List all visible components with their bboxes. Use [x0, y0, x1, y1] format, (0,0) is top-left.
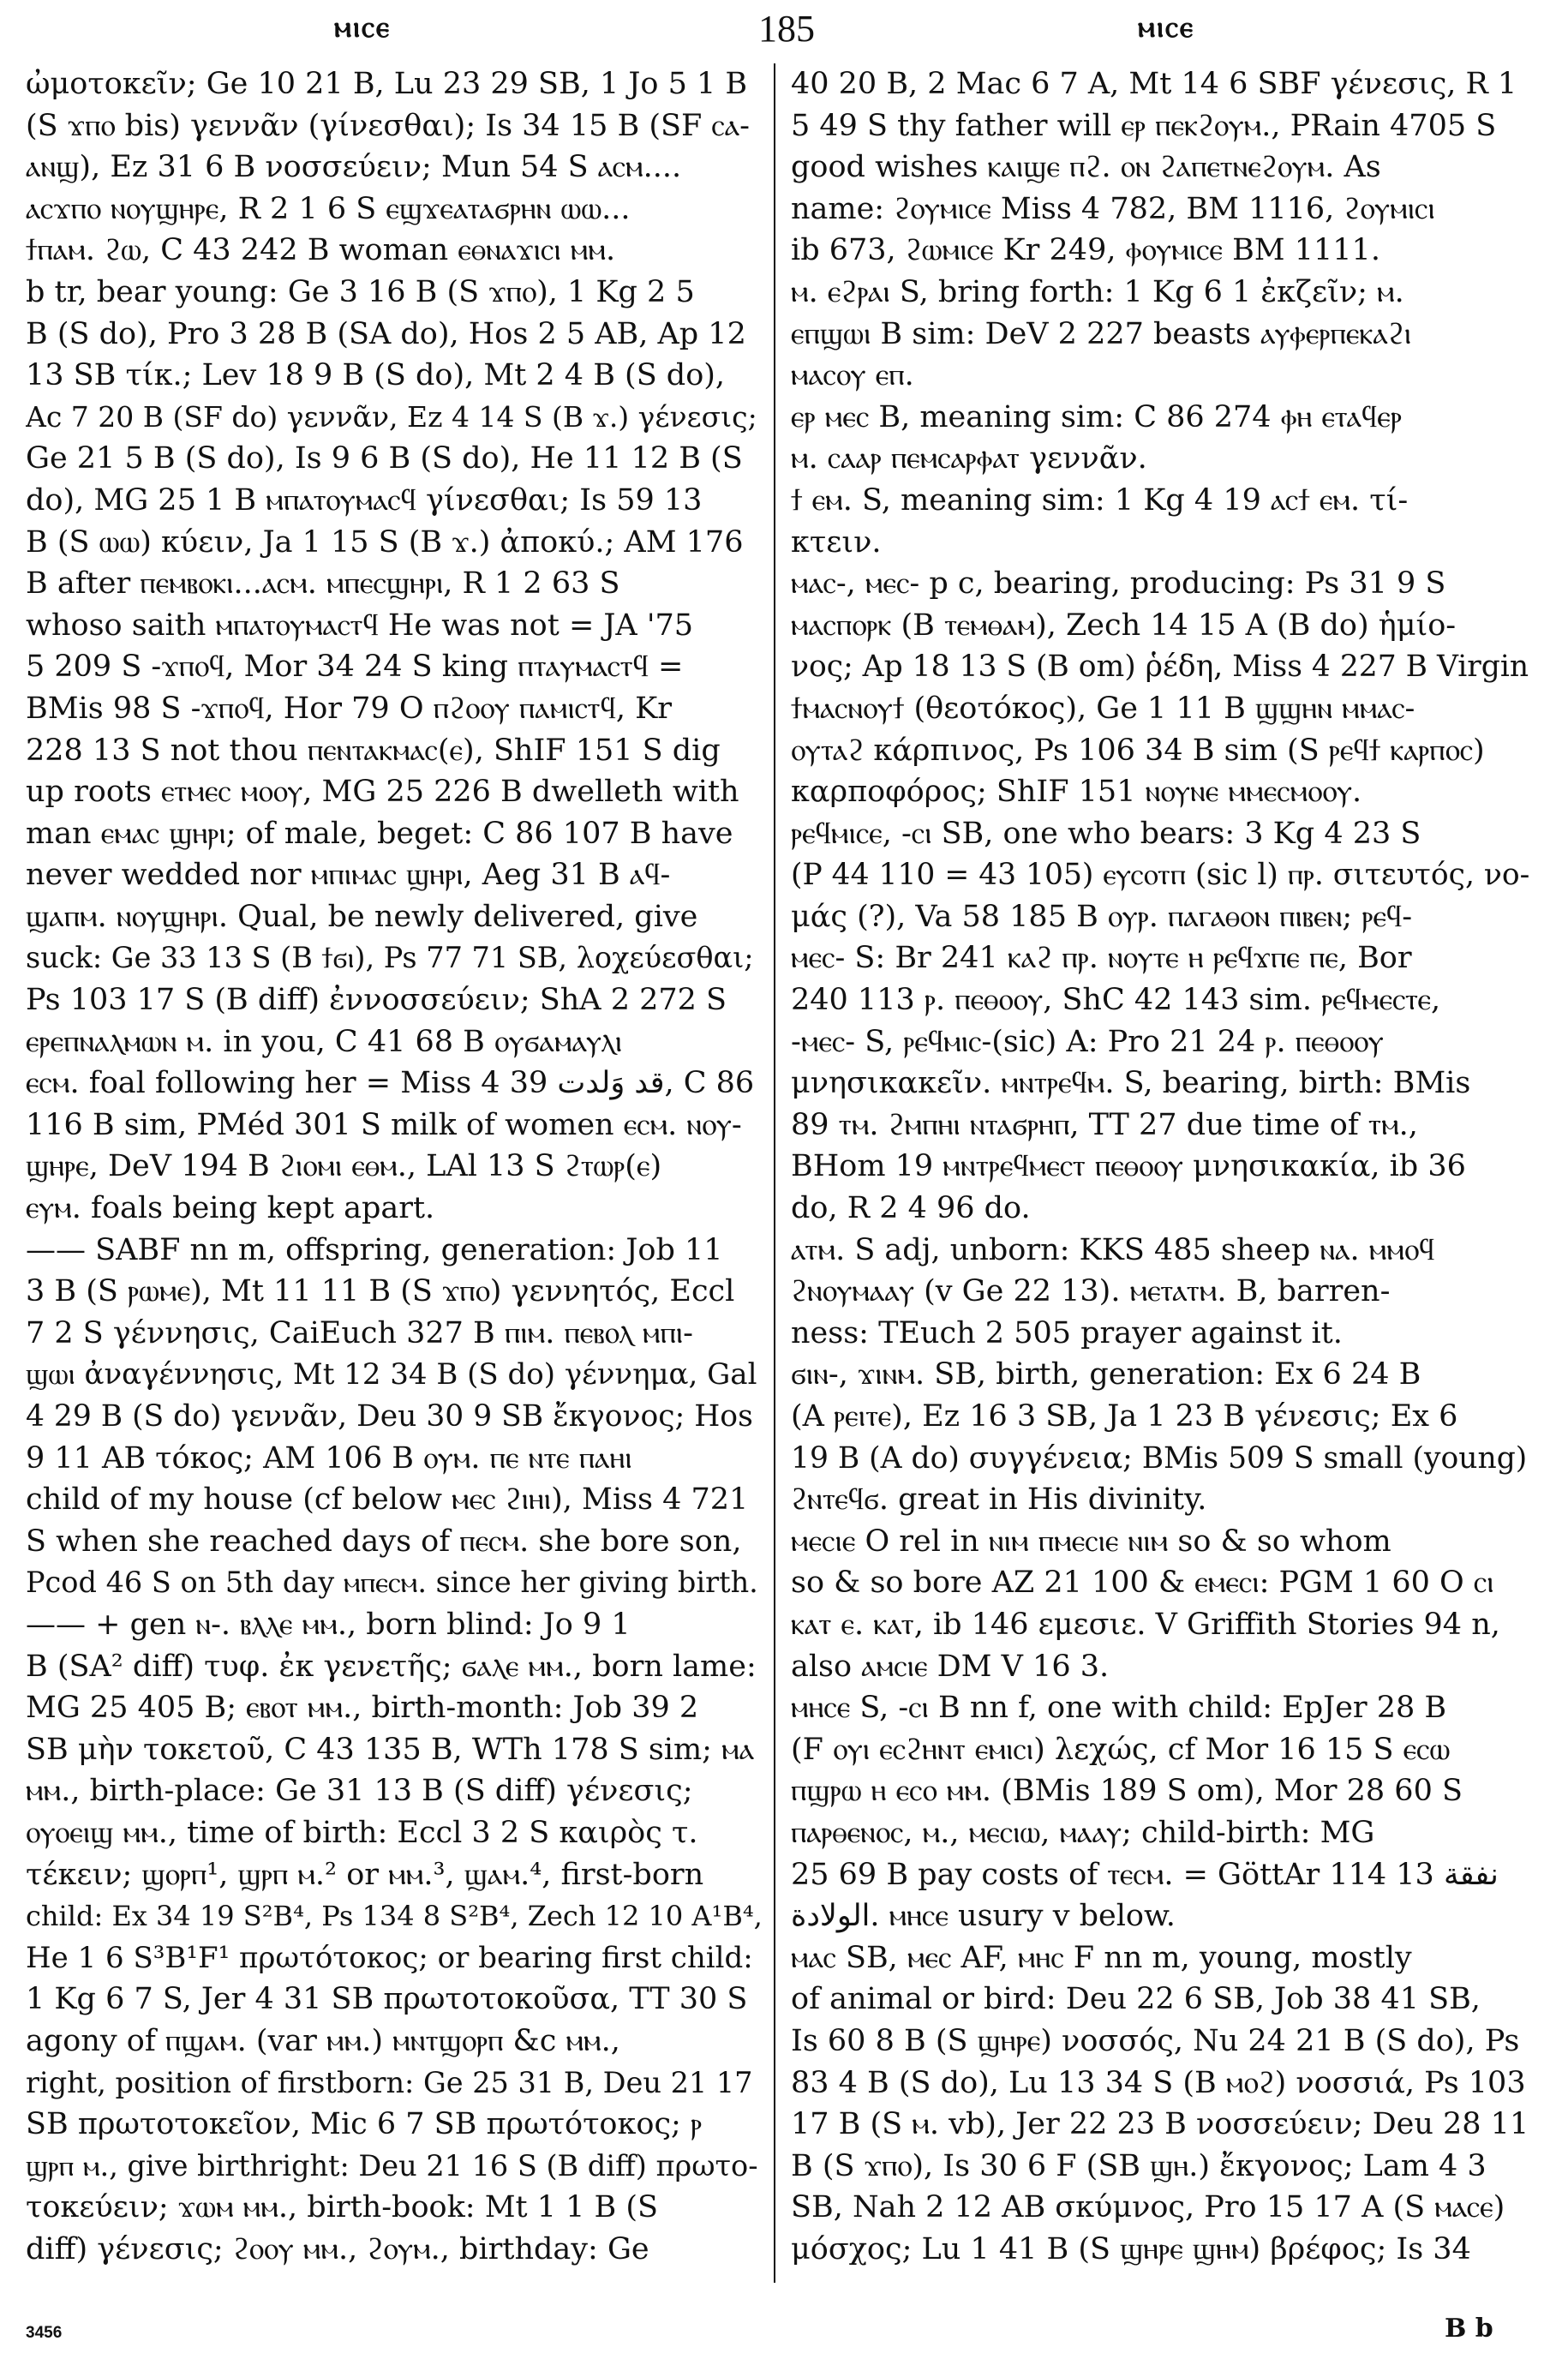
text-line: κτειν. [791, 524, 882, 560]
text-line: ⲙⲁⲥⲟⲩ ⲉⲡ. [791, 358, 914, 393]
left-running-head: ⲙⲓⲥⲉ [334, 12, 392, 44]
text-line: child: Ex 34 19 S²B⁴, Ps 134 8 S²B⁴, Zech 12 10 A¹B⁴, [26, 1900, 763, 1933]
text-line: Pcod 46 S on 5th day ⲙⲡⲉⲥⲙ. since her giving birth. [26, 1566, 758, 1600]
text-line: ⲉⲡϣⲱⲓ B sim: DeV 2 227 beasts ⲁⲩⲫⲉⲣⲡⲉⲕⲁϩⲓ [791, 316, 1412, 351]
text-line: 4 29 B (S do) γεννᾶν, Deu 30 9 SB ἔκγονος; Hos [26, 1399, 753, 1434]
text-line: diff) γένεσις; ϩⲟⲟⲩ ⲙⲙ., ϩⲟⲩⲙ., birthday: Ge [26, 2231, 649, 2266]
text-line: SB μὴν τοκετοῦ, C 43 135 B, WTh 178 S sim; ⲙⲁ [26, 1732, 755, 1767]
text-line: Is 60 8 B (S ϣⲏⲣⲉ) νοσσός, Nu 24 21 B (S do), Ps [791, 2023, 1520, 2058]
text-line: SB πρωτοτοκεῖον, Mic 6 7 SB πρωτότοκος; ⲣ [26, 2107, 703, 2142]
text-line: ⲙⲉⲥⲓⲉ O rel in ⲛⲓⲙ ⲡⲙⲉⲥⲓⲉ ⲛⲓⲙ so & so whom [791, 1524, 1391, 1559]
text-line: 83 4 B (S do), Lu 13 34 S (B ⲙⲟϩ) νοσσιά, Ps 103 [791, 2065, 1526, 2100]
text-line: (S ϫⲡⲟ bis) γεννᾶν (γίνεσθαι); Is 34 15 B (SF ⲥⲁ- [26, 108, 751, 143]
text-line: 228 13 S not thou ⲡⲉⲛⲧⲁⲕⲙⲁⲥ(ⲉ), ShIF 151 S dig [26, 733, 721, 768]
text-line: B (S ϫⲡⲟ), Is 30 6 F (SB ϣⲏ.) ἔκγονος; Lam 4 3 [791, 2148, 1487, 2183]
text-line: good wishes ⲕⲁⲓϣⲉ ⲡϩ. ⲟⲛ ϩⲁⲡⲉⲧⲛⲉϩⲟⲩⲙ. As [791, 150, 1381, 185]
text-line: 9 11 AB τόκος; AM 106 B ⲟⲩⲙ. ⲡⲉ ⲛⲧⲉ ⲡⲁⲏⲓ [26, 1440, 632, 1476]
text-line: ⲟⲩⲟⲉⲓϣ ⲙⲙ., time of birth: Eccl 3 2 S καιρὸς τ. [26, 1815, 698, 1850]
text-line: do), MG 25 1 B ⲙⲡⲁⲧⲟⲩⲙⲁⲥϥ γίνεσθαι; Is 59 13 [26, 482, 703, 518]
print-code: 3456 [26, 2324, 63, 2342]
text-line: ⲉⲩⲙ. foals being kept apart. [26, 1191, 435, 1226]
text-line: ⲡⲁⲣⲑⲉⲛⲟⲥ, ⲙ., ⲙⲉⲥⲓⲱ, ⲙⲁⲁⲩ; child-birth: MG [791, 1815, 1375, 1850]
text-line: ⲙⲁⲥⲡⲟⲣⲕ (B ⲧⲉⲙⲑⲁⲙ), Zech 14 15 A (B do) ἡμίο- [791, 608, 1457, 643]
text-line: do, R 2 4 96 do. [791, 1191, 1031, 1226]
text-line: B after ⲡⲉⲙⲃⲟⲕⲓ...ⲁⲥⲙ. ⲙⲡⲉⲥϣⲏⲣⲓ, R 1 2 63 S [26, 566, 620, 602]
text-line: ⲙ. ⲉϩⲣⲁⲓ S, bring forth: 1 Kg 6 1 ἐκζεῖν; ⲙ. [791, 274, 1404, 309]
text-line: 3 B (S ⲣⲱⲙⲉ), Mt 11 11 B (S ϫⲡⲟ) γεννητός, Eccl [26, 1274, 735, 1309]
text-line: καρποφόρος; ShIF 151 ⲛⲟⲩⲛⲉ ⲙⲙⲉⲥⲙⲟⲟⲩ. [791, 775, 1362, 810]
text-line: ϣⲱⲓ ἀναγέννησις, Mt 12 34 B (S do) γέννημα, Gal [26, 1357, 757, 1392]
text-line: τέκειν; ϣⲟⲣⲡ¹, ϣⲣⲡ ⲙ.² or ⲙⲙ.³, ϣⲁⲙ.⁴, first-born [26, 1857, 704, 1892]
text-line: ⲙ. ⲥⲁⲁⲣ ⲡⲉⲙⲥⲁⲣⲫⲁⲧ γεννᾶν. [791, 441, 1147, 476]
text-line: ϭⲓⲛ-, ϫⲓⲛⲙ. SB, birth, generation: Ex 6 24 B [791, 1357, 1421, 1392]
text-line: ⲁⲧⲙ. S adj, unborn: KKS 485 sheep ⲛⲁ. ⲙⲙⲟϥ [791, 1232, 1435, 1267]
text-line: 25 69 B pay costs of ⲧⲉⲥⲙ. = GöttAr 114 13 نفقة [791, 1857, 1499, 1892]
text-line: ϯ ⲉⲙ. S, meaning sim: 1 Kg 4 19 ⲁⲥϯ ⲉⲙ. τί- [791, 482, 1409, 518]
text-line: 89 ⲧⲙ. ϩⲙⲡⲏⲓ ⲛⲧⲁϭⲣⲏⲡ, TT 27 due time of ⲧⲙ., [791, 1107, 1418, 1142]
text-line: ϩⲛⲟⲩⲙⲁⲁⲩ (v Ge 22 13). ⲙⲉⲧⲁⲧⲙ. B, barren- [791, 1274, 1391, 1309]
text-line: whoso saith ⲙⲡⲁⲧⲟⲩⲙⲁⲥⲧϥ He was not = JA '75 [26, 608, 693, 643]
text-line: name: ϩⲟⲩⲙⲓⲥⲉ Miss 4 782, BM 1116, ϩⲟⲩⲙⲓⲥⲓ [791, 191, 1435, 226]
text-line: (F ⲟⲩⲓ ⲉⲥϩⲏⲛⲧ ⲉⲙⲓⲥⲓ) λεχώς, cf Mor 16 15 S ⲉⲥⲱ [791, 1732, 1451, 1767]
text-line: -ⲙⲉⲥ- S, ⲣⲉϥⲙⲓⲥ-(sic) A: Pro 21 24 ⲣ. ⲡⲉⲑⲟⲟⲩ [791, 1024, 1384, 1059]
text-line: B (SA² diff) τυφ. ἐκ γενετῆς; ϭⲁⲗⲉ ⲙⲙ., born lame: [26, 1649, 757, 1684]
text-line: of animal or bird: Deu 22 6 SB, Job 38 41 SB, [791, 1982, 1481, 2017]
text-line: also ⲁⲙⲥⲓⲉ DM V 16 3. [791, 1649, 1110, 1684]
running-header [26, 7, 1542, 58]
text-line: Ge 21 5 B (S do), Is 9 6 B (S do), He 11 12 B (S [26, 441, 743, 476]
text-line: suck: Ge 33 13 S (B ϯϭⲓ), Ps 77 71 SB, λοχεύεσθαι; [26, 941, 754, 975]
text-line: up roots ⲉⲧⲙⲉⲥ ⲙⲟⲟⲩ, MG 25 226 B dwelleth with [26, 775, 739, 810]
text-line: B (S do), Pro 3 28 B (SA do), Hos 2 5 AB, Ap 12 [26, 316, 746, 351]
text-line: 1 Kg 6 7 S, Jer 4 31 SB πρωτοτοκοῦσα, TT 30 S [26, 1982, 748, 2017]
right-running-head: ⲙⲓⲥⲉ [1138, 12, 1195, 44]
text-line: ⲙⲁⲥ-, ⲙⲉⲥ- p c, bearing, producing: Ps 31 9 S [791, 566, 1446, 602]
page-number: 185 [758, 8, 815, 50]
text-line: MG 25 405 B; ⲉⲃⲟⲧ ⲙⲙ., birth-month: Job 39 2 [26, 1691, 699, 1726]
text-line: ϯⲡⲁⲙ. ϩⲱ, C 43 242 B woman ⲉⲑⲛⲁϫⲓⲥⲓ ⲙⲙ. [26, 233, 616, 268]
text-line: 19 B (A do) συγγένεια; BMis 509 S small (young) [791, 1440, 1528, 1476]
text-line: ϣⲣⲡ ⲙ., give birthright: Deu 21 16 S (B diff) πρωτο- [26, 2148, 758, 2182]
text-line: μνησικακεῖν. ⲙⲛⲧⲣⲉϥⲙ. S, bearing, birth: BMis [791, 1066, 1471, 1101]
text-line: ϣⲏⲣⲉ, DeV 194 B ϩⲓⲟⲙⲓ ⲉⲑⲙ., LAl 13 S ϩⲧⲱⲣ(ⲉ) [26, 1149, 662, 1184]
text-line: man ⲉⲙⲁⲥ ϣⲏⲣⲓ; of male, beget: C 86 107 B have [26, 816, 733, 851]
text-line: 13 SB τίκ.; Lev 18 9 B (S do), Mt 2 4 B (S do), [26, 358, 726, 393]
text-line: ⲁⲛϣ), Ez 31 6 B νοσσεύειν; Mun 54 S ⲁⲥⲙ.... [26, 150, 682, 185]
text-line: μόσχος; Lu 1 41 B (S ϣⲏⲣⲉ ϣⲏⲙ) βρέφος; Is 34 [791, 2231, 1471, 2266]
text-line: ὠμοτοκεῖν; Ge 10 21 B, Lu 23 29 SB, 1 Jo 5 1 B [26, 67, 748, 101]
text-line: ib 673, ϩⲱⲙⲓⲥⲉ Kr 249, ⲫⲟⲩⲙⲓⲥⲉ BM 1111. [791, 233, 1380, 268]
text-line: BMis 98 S -ϫⲡⲟϥ, Hor 79 O ⲡϩⲟⲟⲩ ⲡⲁⲙⲓⲥⲧϥ, Kr [26, 691, 672, 726]
text-line: ⲡϣⲣⲱ ⲏ ⲉⲥⲟ ⲙⲙ. (BMis 189 S om), Mor 28 60 S [791, 1774, 1463, 1809]
text-line: ϩⲛⲧⲉϥϭ. great in His divinity. [791, 1482, 1207, 1518]
text-line: He 1 6 S³B¹F¹ πρωτότοκος; or bearing first child: [26, 1940, 753, 1975]
text-line: ⲣⲉϥⲙⲓⲥⲉ, -ⲥⲓ SB, one who bears: 3 Kg 4 23 S [791, 816, 1421, 851]
text-line: ϯⲙⲁⲥⲛⲟⲩϯ (θεοτόκος), Ge 1 11 B ϣϣⲏⲛ ⲙⲙⲁⲥ- [791, 691, 1415, 726]
text-line: 17 B (S ⲙ. vb), Jer 22 23 B νοσσεύειν; Deu 28 11 [791, 2107, 1529, 2142]
text-line: ⲉⲣⲉⲡⲛⲁⲗⲙⲱⲛ ⲙ. in you, C 41 68 B ⲟⲩϭⲁⲙⲁⲩⲗⲓ [26, 1024, 623, 1059]
text-line: 40 20 B, 2 Mac 6 7 A, Mt 14 6 SBF γένεσις, R 1 [791, 67, 1517, 101]
text-line: right, position of firstborn: Ge 25 31 B, Deu 21 17 [26, 2065, 753, 2099]
text-line: ⲁⲥϫⲡⲟ ⲛⲟⲩϣⲏⲣⲉ, R 2 1 6 S ⲉϣϫⲉⲁⲧⲁϭⲣⲏⲛ ⲱⲱ... [26, 191, 631, 226]
text-line: τοκεύειν; ϫⲱⲙ ⲙⲙ., birth-book: Mt 1 1 B (S [26, 2190, 659, 2225]
text-line: (P 44 110 = 43 105) ⲉⲩⲥⲟⲧⲡ (sic l) ⲡⲣ. σιτευτός, νο- [791, 858, 1530, 893]
left-column [26, 63, 763, 2291]
text-line: so & so bore AZ 21 100 & ⲉⲙⲉⲥⲓ: PGM 1 60 O ⲥⲓ [791, 1566, 1494, 1601]
text-line: —— SABF nn m, offspring, generation: Job 11 [26, 1232, 723, 1267]
text-line: S when she reached days of ⲡⲉⲥⲙ. she bore son, [26, 1524, 742, 1559]
text-line: 7 2 S γέννησις, CaiEuch 327 B ⲡⲓⲙ. ⲡⲉⲃⲟⲗ ⲙⲡⲓ- [26, 1315, 693, 1350]
text-line: Ac 7 20 B (SF do) γεννᾶν, Ez 4 14 S (B ϫ.) γένεσις; [26, 399, 757, 434]
text-line: child of my house (cf below ⲙⲉⲥ ϩⲓⲏⲓ), Miss 4 721 [26, 1482, 749, 1518]
text-line: Ps 103 17 S (B diff) ἐννοσσεύειν; ShA 2 272 S [26, 983, 727, 1018]
text-line: never wedded nor ⲙⲡⲓⲙⲁⲥ ϣⲏⲣⲓ, Aeg 31 B ⲁϥ- [26, 858, 671, 893]
text-line: 5 209 S -ϫⲡⲟϥ, Mor 34 24 S king ⲡⲧⲁⲩⲙⲁⲥⲧϥ = [26, 650, 684, 685]
text-line: ⲙⲙ., birth-place: Ge 31 13 B (S diff) γένεσις; [26, 1774, 693, 1809]
text-line: 5 49 S thy father will ⲉⲣ ⲡⲉⲕϩⲟⲩⲙ., PRain 4705 S [791, 108, 1497, 143]
text-line: BHom 19 ⲙⲛⲧⲣⲉϥⲙⲉⲥⲧ ⲡⲉⲑⲟⲟⲩ μνησικακία, ib 36 [791, 1149, 1466, 1184]
text-line: (A ⲣⲉⲓⲧⲉ), Ez 16 3 SB, Ja 1 23 B γένεσις; Ex 6 [791, 1399, 1458, 1434]
text-line: ness: TEuch 2 505 prayer against it. [791, 1315, 1343, 1350]
text-line: ⲉⲣ ⲙⲉⲥ B, meaning sim: C 86 274 ⲫⲏ ⲉⲧⲁϥⲉⲣ [791, 399, 1402, 434]
text-line: B (S ⲱⲱ) κύειν, Ja 1 15 S (B ϫ.) ἀποκύ.; AM 176 [26, 524, 744, 560]
column-divider [774, 63, 775, 2283]
text-line: ⲙⲁⲥ SB, ⲙⲉⲥ AF, ⲙⲏⲥ F nn m, young, mostly [791, 1940, 1412, 1975]
text-line: b tr, bear young: Ge 3 16 B (S ϫⲡⲟ), 1 Kg 2 5 [26, 274, 695, 309]
text-line: μάς (?), Va 58 185 B ⲟⲩⲣ. ⲡⲁⲅⲁⲑⲟⲛ ⲡⲓⲃⲉⲛ; ⲣⲉϥ- [791, 899, 1413, 934]
text-line: ⲙⲉⲥ- S: Br 241 ⲕⲁϩ ⲡⲣ. ⲛⲟⲩⲧⲉ ⲏ ⲣⲉϥϫⲡⲉ ⲡⲉ, Bor [791, 941, 1412, 976]
text-line: ⲕⲁⲧ ⲉ. ⲕⲁⲧ, ib 146 εμεσιε. V Griffith Stories 94 n, [791, 1607, 1500, 1642]
text-line: νος; Ap 18 13 S (B om) ῥέδη, Miss 4 227 B Virgin [791, 650, 1529, 685]
right-column [791, 63, 1536, 2291]
text-line: 240 113 ⲣ. ⲡⲉⲑⲟⲟⲩ, ShC 42 143 sim. ⲣⲉϥⲙⲉⲥⲧⲉ, [791, 983, 1441, 1018]
text-line: ⲉⲥⲙ. foal following her = Miss 4 39 قد وَلدت, C 86 [26, 1066, 755, 1101]
text-line: SB, Nah 2 12 AB σκύμνος, Pro 15 17 A (S ⲙⲁⲥⲉ) [791, 2190, 1505, 2225]
text-line: agony of ⲡϣⲁⲙ. (var ⲙⲙ.) ⲙⲛⲧϣⲟⲣⲡ &c ⲙⲙ., [26, 2023, 620, 2058]
text-line: الولادة. ⲙⲏⲥⲉ usury v below. [791, 1899, 1176, 1934]
text-line: ⲙⲏⲥⲉ S, -ⲥⲓ B nn f, one with child: EpJer 28 B [791, 1691, 1447, 1726]
signature-mark: B b [1445, 2314, 1493, 2344]
text-line: ⲟⲩⲧⲁϩ κάρπινος, Ps 106 34 B sim (S ⲣⲉϥϯ ⲕⲁⲣⲡⲟⲥ) [791, 733, 1485, 768]
text-line: —— + gen ⲛ-. ⲃⲗⲗⲉ ⲙⲙ., born blind: Jo 9 1 [26, 1607, 631, 1642]
text-line: 116 B sim, PMéd 301 S milk of women ⲉⲥⲙ. ⲛⲟⲩ- [26, 1107, 742, 1142]
text-line: ϣⲁⲡⲙ. ⲛⲟⲩϣⲏⲣⲓ. Qual, be newly delivered, give [26, 899, 698, 934]
